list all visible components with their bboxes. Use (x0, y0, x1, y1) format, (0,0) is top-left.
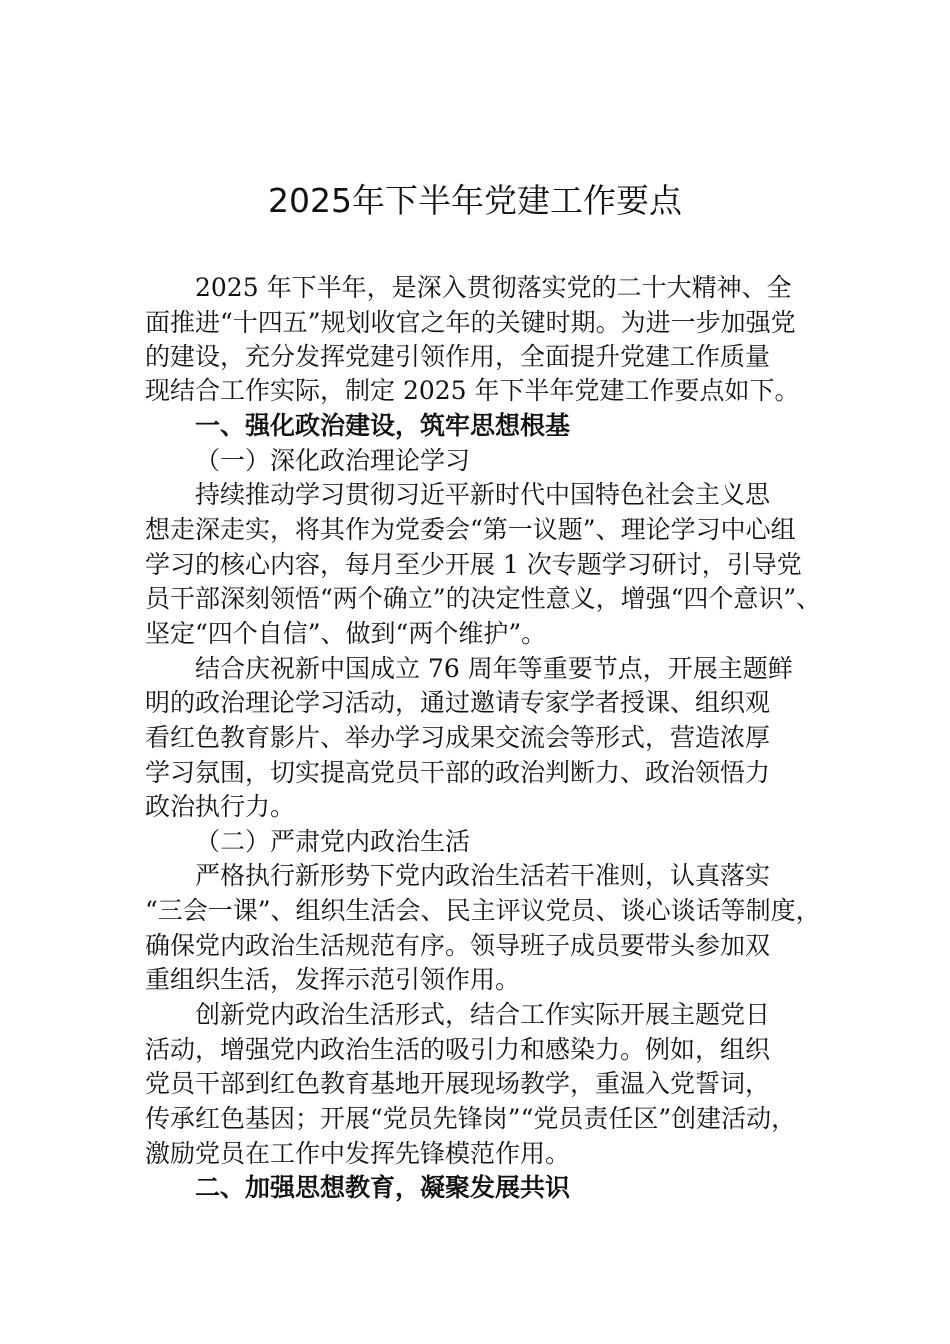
text-line: 传承红色基因；开展“党员先锋岗”“党员责任区”创建活动， (145, 1104, 797, 1133)
text-line: 确保党内政治生活规范有序。领导班子成员要带头参加双 (145, 931, 771, 960)
text-line: 看红色教育影片、举办学习成果交流会等形式，营造浓厚 (145, 723, 771, 752)
text-line: 的建设，充分发挥党建引领作用，全面提升党建工作质量 (145, 342, 771, 371)
text-line: 重组织生活，发挥示范引领作用。 (145, 965, 521, 994)
document-title: 2025年下半年党建工作要点 (268, 181, 682, 220)
text-line: 政治执行力。 (145, 792, 296, 821)
text-line: 持续推动学习贯彻习近平新时代中国特色社会主义思 (195, 480, 771, 509)
text-line: 2025 年下半年，是深入贯彻落实党的二十大精神、全 (195, 273, 792, 302)
text-line: 明的政治理论学习活动，通过邀请专家学者授课、组织观 (145, 688, 771, 717)
section-heading: 一、强化政治建设，筑牢思想根基 (195, 411, 571, 440)
subsection-heading: （二）严肃党内政治生活 (195, 827, 471, 856)
text-line: 创新党内政治生活形式，结合工作实际开展主题党日 (195, 1000, 771, 1029)
text-line: 活动，增强党内政治生活的吸引力和感染力。例如，组织 (145, 1035, 771, 1064)
section-heading: 二、加强思想教育，凝聚发展共识 (195, 1173, 571, 1202)
text-line: 严格执行新形势下党内政治生活若干准则，认真落实 (195, 861, 771, 890)
text-line: 员干部深刻领悟“两个确立”的决定性意义，增强“四个意识”、 (145, 584, 822, 613)
text-line: 想走深走实，将其作为党委会“第一议题”、理论学习中心组 (145, 515, 796, 544)
text-line: 现结合工作实际，制定 2025 年下半年党建工作要点如下。 (145, 376, 800, 405)
text-line: 学习的核心内容，每月至少开展 1 次专题学习研讨，引导党 (145, 550, 802, 579)
text-line: 激励党员在工作中发挥先锋模范作用。 (145, 1139, 571, 1168)
text-line: “三会一课”、组织生活会、民主评议党员、谈心谈话等制度， (145, 896, 821, 925)
text-line: 面推进“十四五”规划收官之年的关键时期。为进一步加强党 (145, 308, 796, 337)
text-line: 结合庆祝新中国成立 76 周年等重要节点，开展主题鲜 (195, 654, 793, 683)
subsection-heading: （一）深化政治理论学习 (195, 446, 471, 475)
text-line: 学习氛围，切实提高党员干部的政治判断力、政治领悟力 (145, 758, 771, 787)
text-line: 党员干部到红色教育基地开展现场教学，重温入党誓词， (145, 1069, 771, 1098)
text-line: 坚定“四个自信”、做到“两个维护”。 (145, 619, 547, 648)
